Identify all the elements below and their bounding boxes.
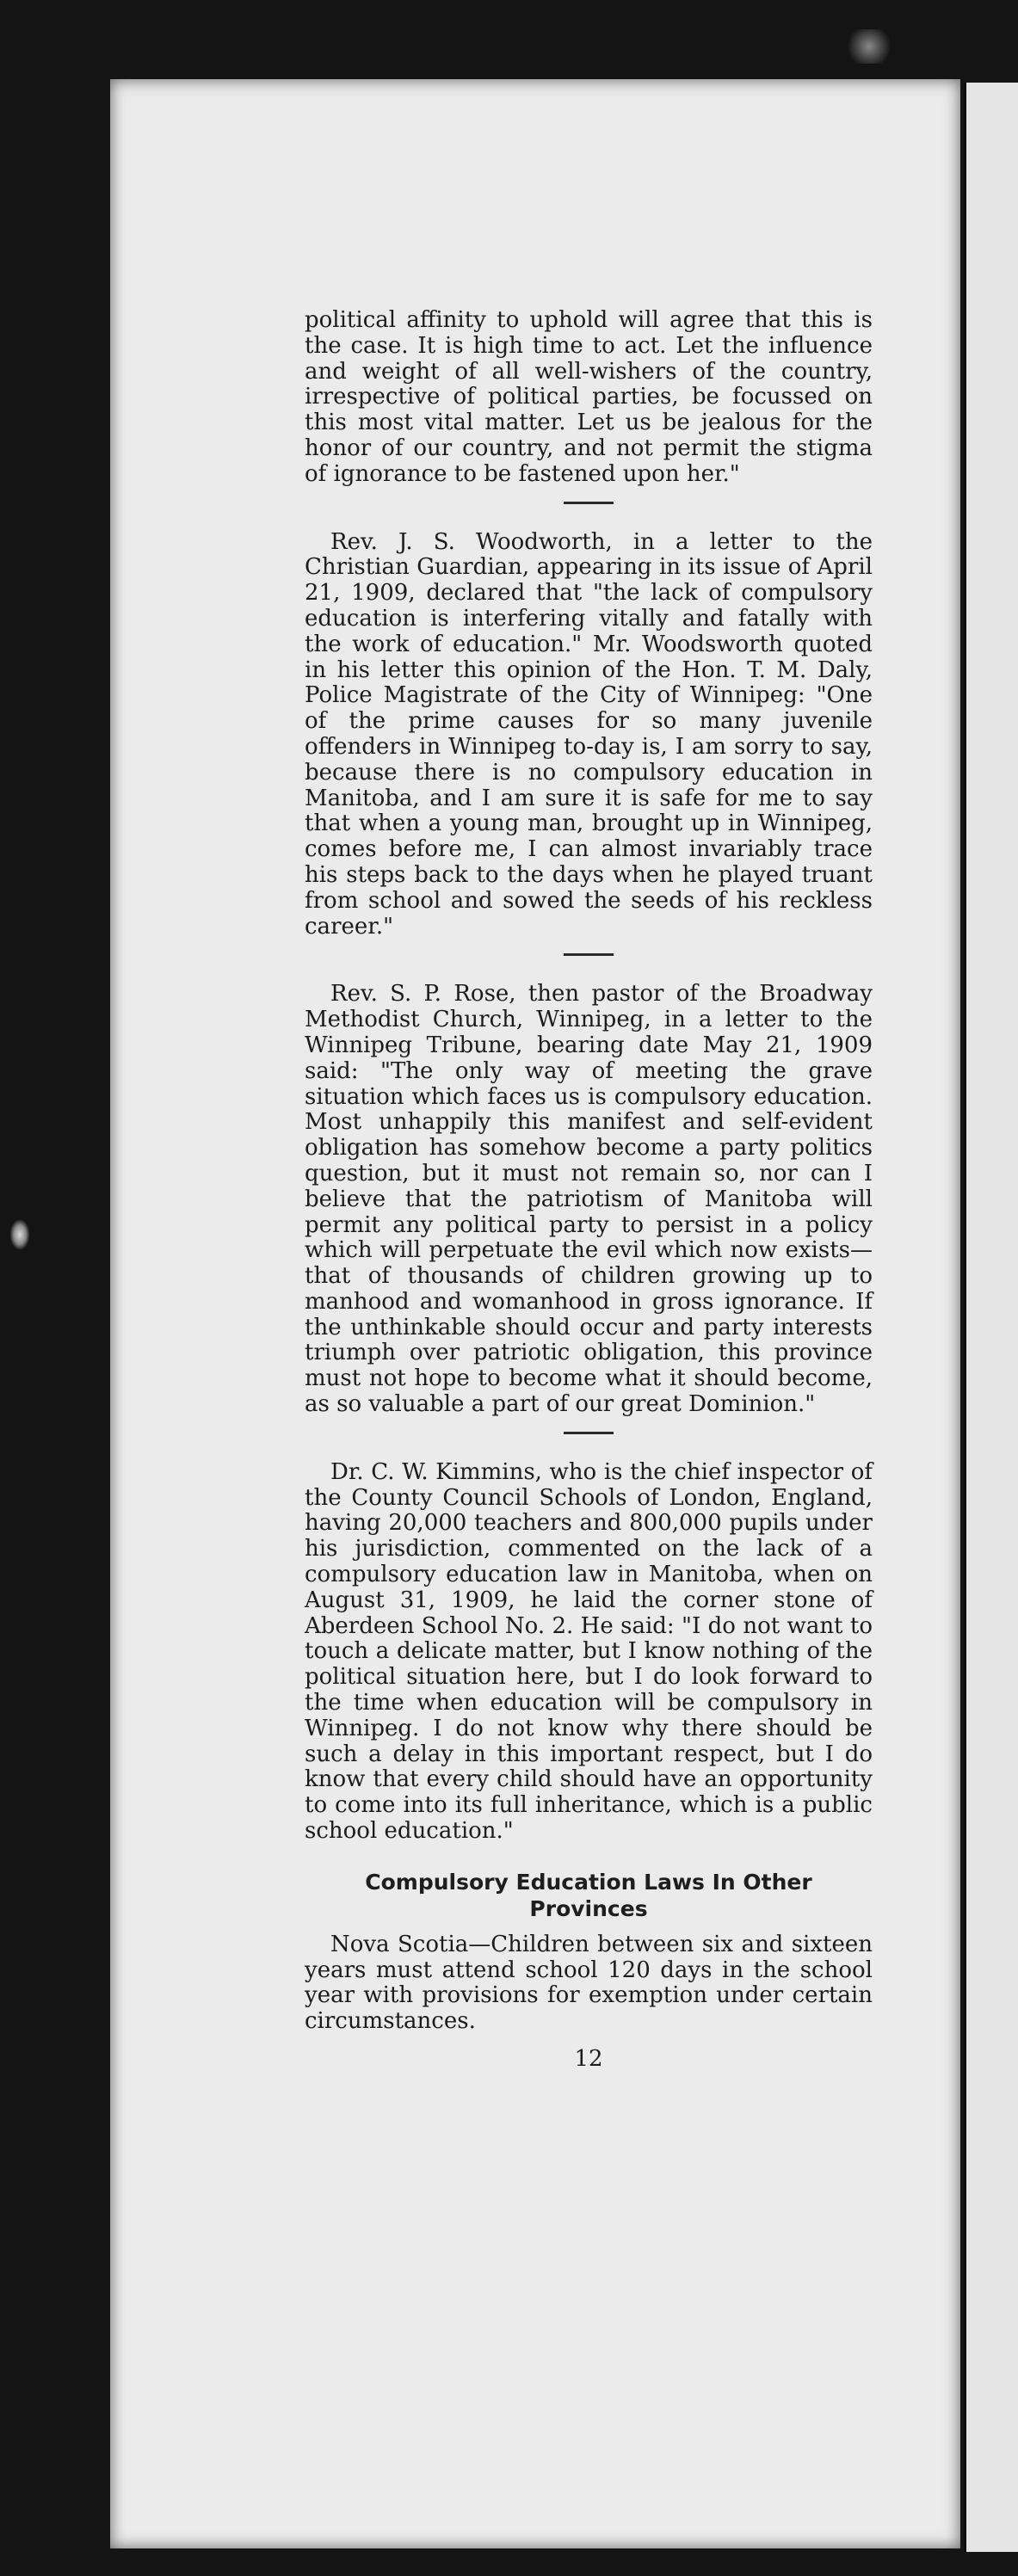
paragraph-woodworth: Rev. J. S. Woodworth, in a letter to the Christian Guardian, appearing in its issue of April 21, 1909, declared that "the lack of compulsory education is interfering vitally and fatally with the work of education." Mr. Woodsworth quoted in his letter this opinion of the Hon. T. M. Daly, Police Magistrate of the City of Winnipeg: "One of the prime causes for so many juvenile offenders in Winnipeg to-day is, I am sorry to say, because there is no compulsory education in Manitoba, and I am sure it is safe for me to say that when a young man, brought up in Winnipeg, comes before me, I can almost invariably trace his steps back to the days when he played truant from school and sowed the seeds of his reckless career." — [305, 528, 873, 940]
paragraph-kimmins: Dr. C. W. Kimmins, who is the chief inspector of the County Council Schools of London, England, having 20,000 teachers and 800,000 pupils under his jurisdiction, commented on the lack of a compulsory education law in Manitoba, when on August 31, 1909, he laid the corner stone of Aberdeen School No. 2. He said: "I do not want to touch a delicate matter, but I know nothing of the political situation here, but I do look forward to the time when education will be compulsory in Winnipeg. I do not know why there should be such a delay in this important respect, but I do know that every child should have an opportunity to come into its full inheritance, which is a public school education." — [305, 1458, 873, 1845]
section-divider — [564, 502, 614, 504]
section-divider — [564, 953, 614, 956]
page-number: 12 — [574, 2046, 603, 2073]
scan-artifact — [10, 1220, 29, 1249]
section-heading — [305, 1869, 873, 1922]
section-divider — [564, 1432, 614, 1434]
heading-line-1: Compulsory Education Laws In Other — [365, 1869, 812, 1895]
scan-glare — [843, 29, 895, 64]
paragraph-nova-scotia: Nova Scotia—Children between six and sixteen years must attend school 120 days in the school year with provisions for exemption under certain circumstances. — [305, 1931, 873, 2035]
paragraph-continuation: political affinity to uphold will agree that this is the case. It is high time to act. Let the influence and weight of all well-wishers of the country, irrespective of political parties, be focussed on this most vital matter. Let us be jealous for the honor of our country, and not permit the stigma of ignorance to be fastened upon her." — [305, 307, 873, 487]
adjacent-page-edge — [964, 83, 1018, 2552]
heading-line-2: Provinces — [529, 1895, 648, 1921]
text-column — [305, 308, 873, 2073]
paragraph-rose: Rev. S. P. Rose, then pastor of the Broadway Methodist Church, Winnipeg, in a letter to the Winnipeg Tribune, bearing date May 21, 1909 said: "The only way of meeting the grave situation which faces us is compulsory education. Most unhappily this manifest and self-evident obligation has somehow become a party politics question, but it must not remain so, nor can I believe that the patriotism of Manitoba will permit any political party to persist in a policy which will perpetuate the evil which now exists—that of thousands of children growing up to manhood and womanhood in gross ignorance. If the unthinkable should occur and party interests triumph over patriotic obligation, this province must not hope to become what it should become, as so valuable a part of our great Dominion." — [305, 981, 873, 1418]
